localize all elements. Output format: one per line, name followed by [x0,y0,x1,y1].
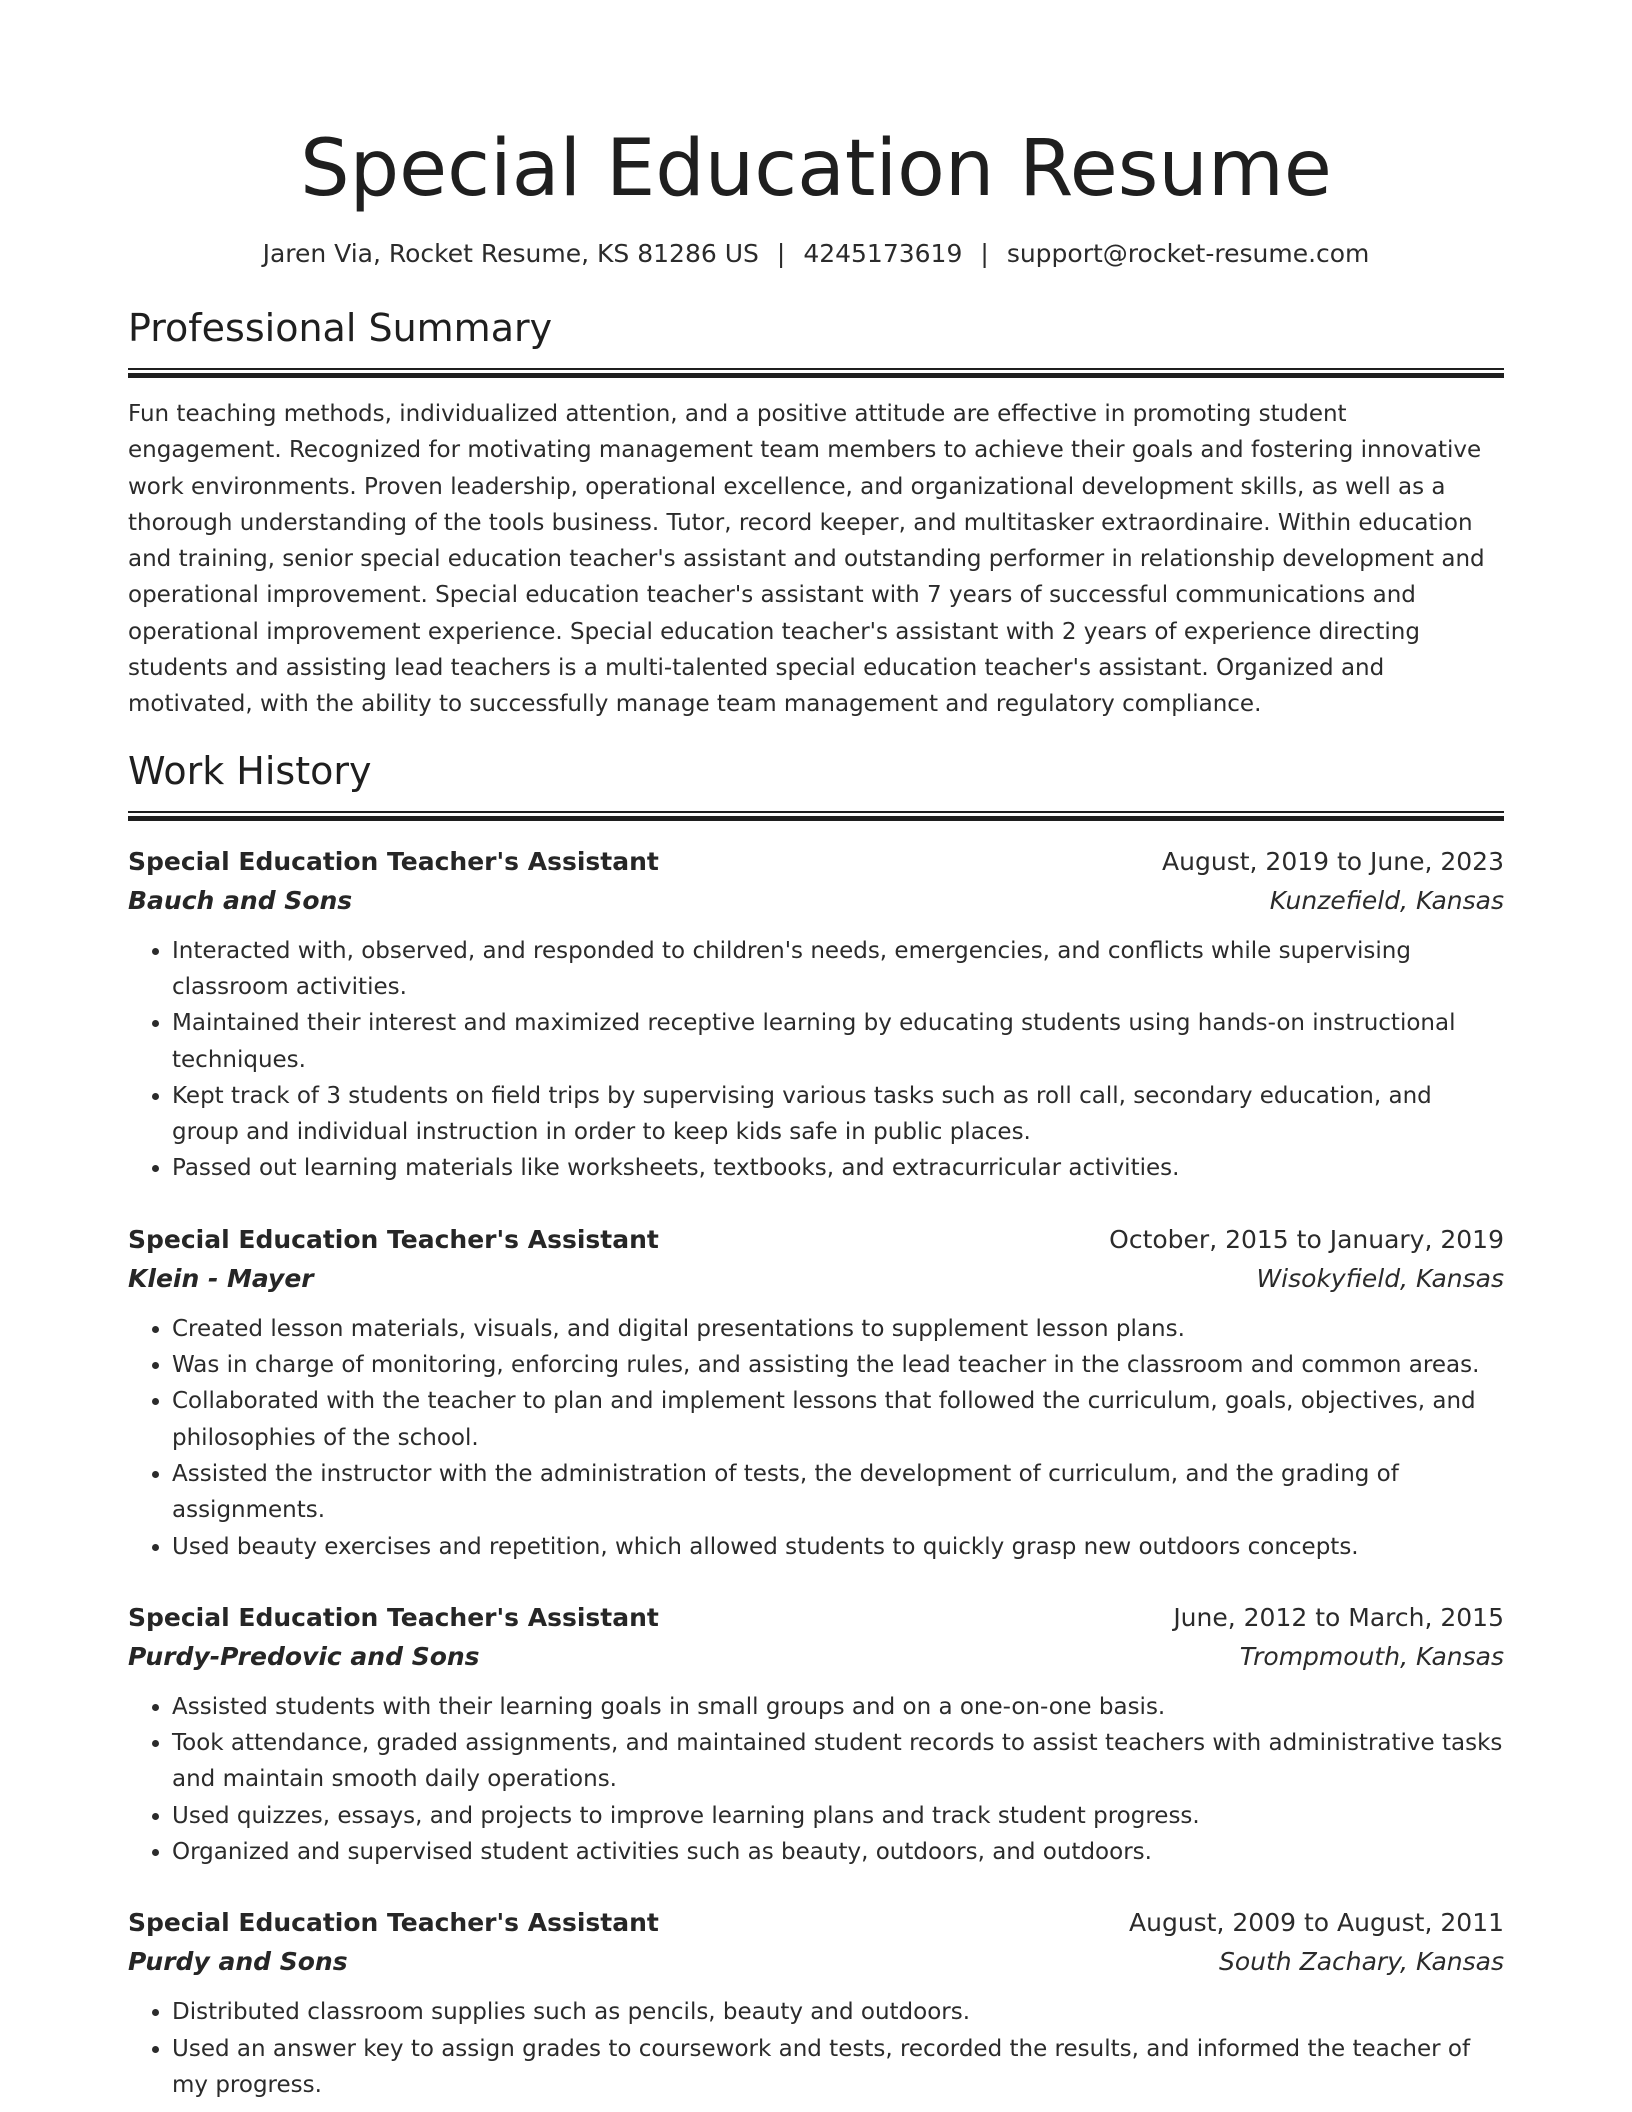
job-location: Wisokyfield, Kansas [1256,1263,1504,1293]
duty-item: • Kept track of 3 students on field trips by supervising various tasks such as roll call, secondary education, and group and individual instruction in order to keep kids safe in public places. [172,1078,1504,1151]
job-location: South Zachary, Kansas [1218,1947,1504,1977]
job-location: Trompmouth, Kansas [1239,1641,1504,1671]
section-heading-summary: Professional Summary [128,306,553,350]
contact-email: support@rocket-resume.com [1006,239,1370,268]
job-entry [128,843,1504,1187]
duty-item: • Maintained their interest and maximized receptive learning by educating students using hands-on instructional techniques. [172,1005,1504,1078]
section-divider [128,368,1504,378]
job-location: Kunzefield, Kansas [1269,885,1504,915]
job-entry [128,1904,1504,2103]
job-title: Special Education Teacher's Assistant [128,1224,659,1254]
duty-item: • Used beauty exercises and repetition, which allowed students to quickly grasp new outdoors concepts. [172,1529,1504,1565]
duty-item: • Organized and supervised student activities such as beauty, outdoors, and outdoors. [172,1834,1504,1870]
duty-item: • Assisted the instructor with the administration of tests, the development of curriculum, and the grading of assignments. [172,1456,1504,1529]
job-entry [128,1221,1504,1565]
duty-item: • Took attendance, graded assignments, and maintained student records to assist teachers with administrative tasks and maintain smooth daily operations. [172,1725,1504,1798]
duty-list [128,1689,1504,1870]
job-entry [128,1599,1504,1870]
duty-item: • Collaborated with the teacher to plan and implement lessons that followed the curriculum, goals, objectives, and philosophies of the school. [172,1383,1504,1456]
resume-title: Special Education Resume [300,124,1332,214]
contact-separator: | [980,239,989,268]
job-title: Special Education Teacher's Assistant [128,1602,659,1632]
duty-item: • Passed out learning materials like worksheets, textbooks, and extracurricular activities. [172,1150,1504,1186]
contact-separator: | [776,239,786,268]
job-dates: October, 2015 to January, 2019 [1109,1224,1504,1254]
duty-item: • Assisted students with their learning goals in small groups and on a one-on-one basis. [172,1689,1504,1725]
duty-item: • Used an answer key to assign grades to coursework and tests, recorded the results, and informed the teacher of my progress. [172,2031,1504,2104]
contact-address: Jaren Via, Rocket Resume, KS 81286 US [262,239,759,268]
job-dates: August, 2019 to June, 2023 [1162,846,1504,876]
duty-item: • Was in charge of monitoring, enforcing rules, and assisting the lead teacher in the classroom and common areas. [172,1347,1504,1383]
duty-item: • Used quizzes, essays, and projects to improve learning plans and track student progress. [172,1798,1504,1834]
duty-item: • Distributed classroom supplies such as pencils, beauty and outdoors. [172,1994,1504,2030]
duty-item: • Created lesson materials, visuals, and digital presentations to supplement lesson plans. [172,1311,1504,1347]
job-employer: Purdy and Sons [128,1947,348,1977]
job-dates: June, 2012 to March, 2015 [1173,1602,1504,1632]
job-title: Special Education Teacher's Assistant [128,1908,659,1938]
job-list [128,843,1504,2104]
contact-phone: 4245173619 [803,239,963,268]
professional-summary-section [128,304,1504,723]
duty-list [128,1311,1504,1565]
contact-line [128,238,1504,270]
section-divider [128,811,1504,821]
job-title: Special Education Teacher's Assistant [128,846,659,876]
duty-list [128,933,1504,1187]
job-employer: Klein - Mayer [128,1263,314,1293]
job-dates: August, 2009 to August, 2011 [1129,1908,1504,1938]
job-employer: Bauch and Sons [128,885,353,915]
summary-paragraph: Fun teaching methods, individualized attention, and a positive attitude are effective in promoting student engagement. Recognized for motivating management team members to achieve their goals and fostering innovative work environments. Proven leadership, operational excellence, and organizational development skills, as well as a thorough understanding of the tools business. Tutor, record keeper, and multitasker extraordinaire. Within education and training, senior special education teacher's assistant and outstanding performer in relationship development and operational improvement. Special education teacher's assistant with 7 years of successful communications and operational improvement experience. Special education teacher's assistant with 2 years of experience directing students and assisting lead teachers is a multi-talented special education teacher's assistant. Organized and motivated, with the ability to successfully manage team management and regulatory compliance. [128,401,1485,718]
duty-list [128,1994,1504,2103]
work-history-section [128,747,1504,2104]
section-heading-work-history: Work History [128,748,372,793]
duty-item: • Interacted with, observed, and responded to children's needs, emergencies, and conflicts while supervising classroom activities. [172,933,1504,1006]
job-employer: Purdy-Predovic and Sons [128,1641,480,1671]
